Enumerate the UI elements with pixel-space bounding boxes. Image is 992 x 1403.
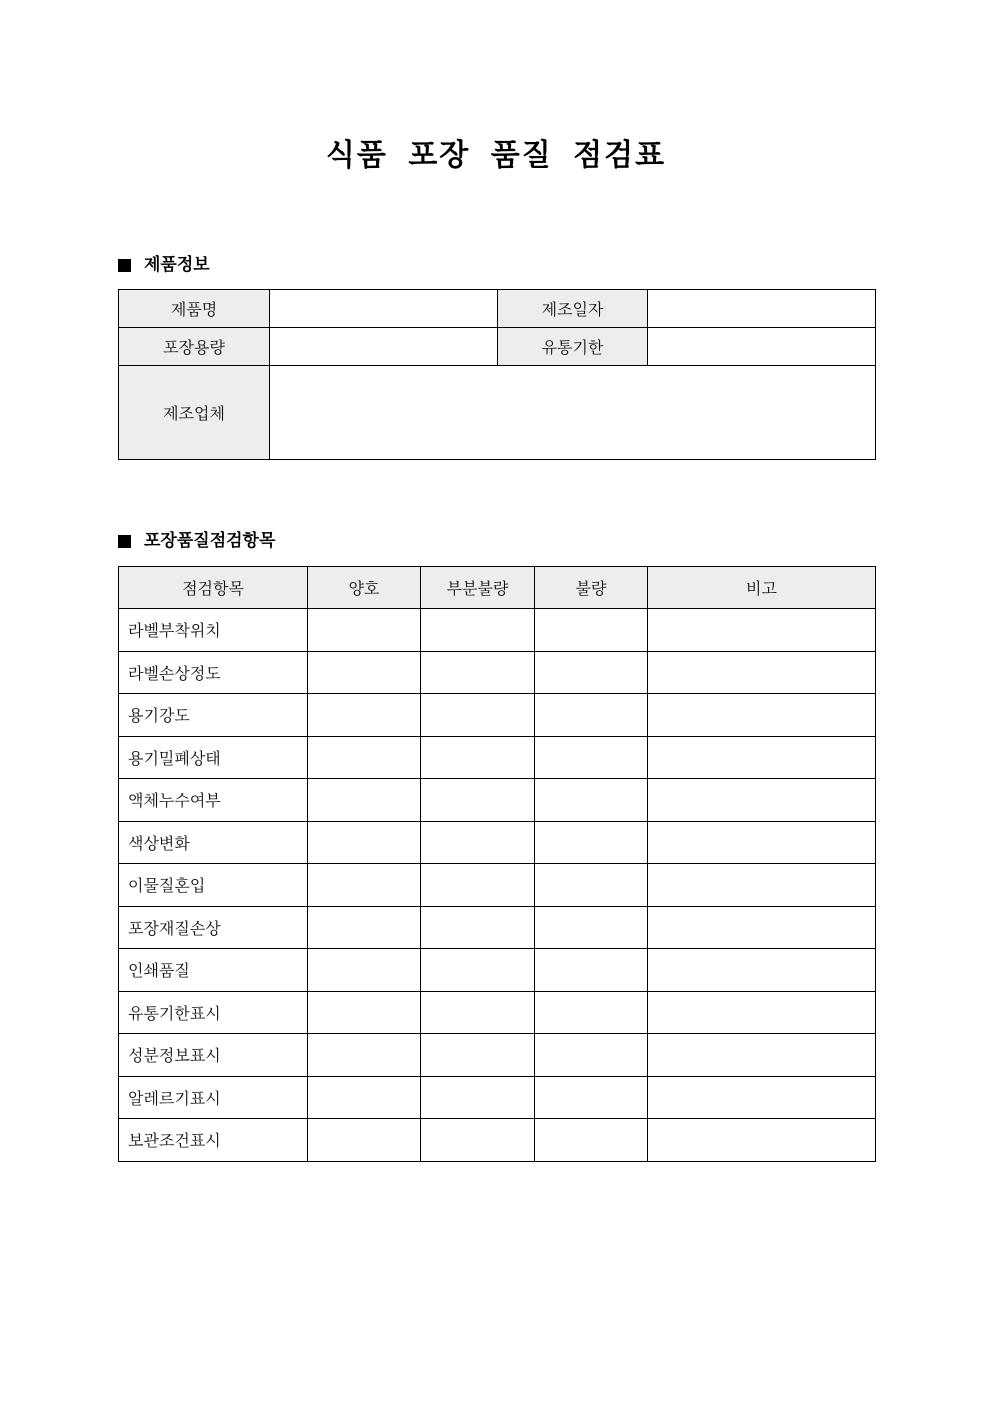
defect-check-cell[interactable] (535, 821, 648, 864)
inspection-item-label: 유통기한표시 (119, 991, 308, 1034)
inspection-item-label: 용기밀폐상태 (119, 736, 308, 779)
inspection-item-label: 색상변화 (119, 821, 308, 864)
inspection-item-label: 보관조건표시 (119, 1119, 308, 1162)
good-check-cell[interactable] (308, 1034, 421, 1077)
package-capacity-label: 포장용량 (119, 328, 270, 366)
inspection-item-label: 이물질혼입 (119, 864, 308, 907)
table-row (119, 328, 876, 366)
manufacturer-field[interactable] (270, 366, 876, 460)
table-row (119, 779, 876, 822)
good-check-cell[interactable] (308, 694, 421, 737)
partial-defect-check-cell[interactable] (421, 949, 535, 992)
good-check-cell[interactable] (308, 821, 421, 864)
inspection-item-label: 알레르기표시 (119, 1076, 308, 1119)
partial-defect-check-cell[interactable] (421, 821, 535, 864)
product-name-field[interactable] (270, 290, 498, 328)
partial-defect-check-cell[interactable] (421, 609, 535, 652)
partial-defect-check-cell[interactable] (421, 651, 535, 694)
column-header-partial-defect: 부분불량 (421, 567, 535, 609)
note-cell[interactable] (648, 864, 876, 907)
document-title: 식품 포장 품질 점검표 (325, 138, 667, 173)
note-cell[interactable] (648, 779, 876, 822)
expiry-date-field[interactable] (648, 328, 876, 366)
good-check-cell[interactable] (308, 609, 421, 652)
inspection-item-label: 액체누수여부 (119, 779, 308, 822)
table-row (119, 1076, 876, 1119)
expiry-date-label: 유통기한 (498, 328, 648, 366)
note-cell[interactable] (648, 1034, 876, 1077)
partial-defect-check-cell[interactable] (421, 906, 535, 949)
note-cell[interactable] (648, 609, 876, 652)
good-check-cell[interactable] (308, 651, 421, 694)
defect-check-cell[interactable] (535, 906, 648, 949)
note-cell[interactable] (648, 736, 876, 779)
table-row (119, 736, 876, 779)
square-bullet-icon (118, 535, 131, 548)
defect-check-cell[interactable] (535, 736, 648, 779)
table-row (119, 1034, 876, 1077)
partial-defect-check-cell[interactable] (421, 736, 535, 779)
defect-check-cell[interactable] (535, 864, 648, 907)
product-info-table (118, 289, 876, 460)
defect-check-cell[interactable] (535, 1076, 648, 1119)
partial-defect-check-cell[interactable] (421, 864, 535, 907)
table-row (119, 290, 876, 328)
section-title: 제품정보 (144, 255, 210, 275)
note-cell[interactable] (648, 949, 876, 992)
column-header-item: 점검항목 (119, 567, 308, 609)
column-header-good: 양호 (308, 567, 421, 609)
defect-check-cell[interactable] (535, 609, 648, 652)
defect-check-cell[interactable] (535, 651, 648, 694)
defect-check-cell[interactable] (535, 1034, 648, 1077)
inspection-item-label: 성분정보표시 (119, 1034, 308, 1077)
good-check-cell[interactable] (308, 736, 421, 779)
inspection-item-label: 라벨부착위치 (119, 609, 308, 652)
product-name-label: 제품명 (119, 290, 270, 328)
partial-defect-check-cell[interactable] (421, 1034, 535, 1077)
note-cell[interactable] (648, 991, 876, 1034)
defect-check-cell[interactable] (535, 949, 648, 992)
column-header-note: 비고 (648, 567, 876, 609)
defect-check-cell[interactable] (535, 1119, 648, 1162)
table-row (119, 821, 876, 864)
inspection-table (118, 566, 876, 1162)
note-cell[interactable] (648, 694, 876, 737)
manufacturer-label: 제조업체 (119, 366, 270, 460)
partial-defect-check-cell[interactable] (421, 991, 535, 1034)
table-row (119, 906, 876, 949)
inspection-item-label: 라벨손상정도 (119, 651, 308, 694)
inspection-item-label: 포장재질손상 (119, 906, 308, 949)
good-check-cell[interactable] (308, 906, 421, 949)
note-cell[interactable] (648, 821, 876, 864)
table-header-row (119, 567, 876, 609)
package-capacity-field[interactable] (270, 328, 498, 366)
good-check-cell[interactable] (308, 1076, 421, 1119)
good-check-cell[interactable] (308, 1119, 421, 1162)
good-check-cell[interactable] (308, 864, 421, 907)
column-header-defect: 불량 (535, 567, 648, 609)
table-row (119, 991, 876, 1034)
table-row (119, 694, 876, 737)
partial-defect-check-cell[interactable] (421, 694, 535, 737)
section-heading-product-info (118, 253, 210, 277)
table-row (119, 949, 876, 992)
note-cell[interactable] (648, 1076, 876, 1119)
section-heading-inspection (118, 529, 275, 553)
manufacture-date-field[interactable] (648, 290, 876, 328)
table-row (119, 864, 876, 907)
partial-defect-check-cell[interactable] (421, 779, 535, 822)
table-row (119, 651, 876, 694)
note-cell[interactable] (648, 651, 876, 694)
partial-defect-check-cell[interactable] (421, 1119, 535, 1162)
section-title: 포장품질점검항목 (144, 531, 276, 551)
defect-check-cell[interactable] (535, 779, 648, 822)
defect-check-cell[interactable] (535, 694, 648, 737)
table-row (119, 366, 876, 460)
table-row (119, 609, 876, 652)
note-cell[interactable] (648, 906, 876, 949)
manufacture-date-label: 제조일자 (498, 290, 648, 328)
square-bullet-icon (118, 259, 131, 272)
defect-check-cell[interactable] (535, 991, 648, 1034)
good-check-cell[interactable] (308, 991, 421, 1034)
partial-defect-check-cell[interactable] (421, 1076, 535, 1119)
good-check-cell[interactable] (308, 779, 421, 822)
good-check-cell[interactable] (308, 949, 421, 992)
note-cell[interactable] (648, 1119, 876, 1162)
inspection-item-label: 인쇄품질 (119, 949, 308, 992)
table-row (119, 1119, 876, 1162)
inspection-item-label: 용기강도 (119, 694, 308, 737)
